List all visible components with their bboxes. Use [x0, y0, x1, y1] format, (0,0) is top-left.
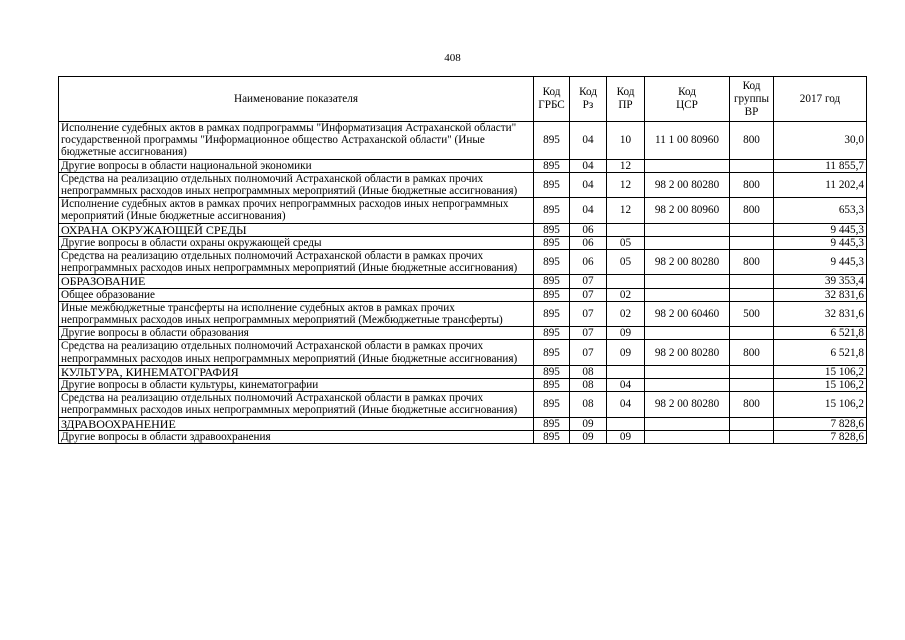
row-csr — [645, 430, 730, 443]
table-row — [59, 327, 867, 340]
row-csr — [645, 417, 730, 430]
header-csr: Код ЦСР — [645, 77, 730, 122]
row-grbs: 895 — [534, 288, 570, 301]
table-row — [59, 223, 867, 236]
table-header-row — [59, 77, 867, 122]
row-grbs: 895 — [534, 159, 570, 172]
row-vr — [730, 430, 774, 443]
row-vr: 800 — [730, 172, 774, 197]
row-amount: 11 855,7 — [774, 159, 867, 172]
row-amount: 7 828,6 — [774, 417, 867, 430]
row-rz: 06 — [570, 250, 607, 275]
row-vr: 800 — [730, 392, 774, 417]
row-name: Исполнение судебных актов в рамках прочих непрограммных расходов иных непрограммных мероприятий (Иные бюджетные ассигнования) — [59, 198, 534, 223]
row-grbs: 895 — [534, 275, 570, 288]
table-row — [59, 365, 867, 378]
header-pr: Код ПР — [607, 77, 645, 122]
row-rz: 08 — [570, 379, 607, 392]
row-rz: 09 — [570, 417, 607, 430]
row-pr: 02 — [607, 301, 645, 326]
row-name: ЗДРАВООХРАНЕНИЕ — [59, 417, 534, 430]
row-vr — [730, 417, 774, 430]
row-vr — [730, 327, 774, 340]
row-amount: 653,3 — [774, 198, 867, 223]
row-csr: 98 2 00 80280 — [645, 250, 730, 275]
row-pr — [607, 275, 645, 288]
row-grbs: 895 — [534, 379, 570, 392]
row-amount: 30,0 — [774, 122, 867, 160]
row-name: Средства на реализацию отдельных полномочий Астраханской области в рамках прочих непрограммных расходов иных непрограммных мероприятий (Иные бюджетные ассигнования) — [59, 250, 534, 275]
row-csr — [645, 365, 730, 378]
table-row — [59, 288, 867, 301]
row-grbs: 895 — [534, 236, 570, 249]
row-rz: 04 — [570, 198, 607, 223]
row-pr: 12 — [607, 159, 645, 172]
header-rz: Код Рз — [570, 77, 607, 122]
row-rz: 09 — [570, 430, 607, 443]
row-pr: 12 — [607, 198, 645, 223]
row-name: ОХРАНА ОКРУЖАЮЩЕЙ СРЕДЫ — [59, 223, 534, 236]
row-rz: 06 — [570, 236, 607, 249]
row-name: Другие вопросы в области охраны окружающей среды — [59, 236, 534, 249]
row-name: Средства на реализацию отдельных полномочий Астраханской области в рамках прочих непрограммных расходов иных непрограммных мероприятий (Иные бюджетные ассигнования) — [59, 340, 534, 365]
row-csr — [645, 236, 730, 249]
row-pr — [607, 365, 645, 378]
row-vr — [730, 365, 774, 378]
row-vr: 800 — [730, 198, 774, 223]
table-row — [59, 198, 867, 223]
row-csr: 98 2 00 80960 — [645, 198, 730, 223]
budget-table — [58, 76, 867, 444]
row-name: Другие вопросы в области образования — [59, 327, 534, 340]
table-row — [59, 417, 867, 430]
row-vr — [730, 159, 774, 172]
row-rz: 04 — [570, 159, 607, 172]
row-csr: 98 2 00 80280 — [645, 172, 730, 197]
row-amount: 32 831,6 — [774, 288, 867, 301]
row-vr — [730, 379, 774, 392]
row-vr: 500 — [730, 301, 774, 326]
row-csr — [645, 223, 730, 236]
row-grbs: 895 — [534, 430, 570, 443]
row-csr: 98 2 00 80280 — [645, 392, 730, 417]
row-amount: 15 106,2 — [774, 379, 867, 392]
table-row — [59, 301, 867, 326]
row-name: КУЛЬТУРА, КИНЕМАТОГРАФИЯ — [59, 365, 534, 378]
row-amount: 7 828,6 — [774, 430, 867, 443]
row-rz: 08 — [570, 392, 607, 417]
row-amount: 11 202,4 — [774, 172, 867, 197]
row-vr: 800 — [730, 250, 774, 275]
row-amount: 9 445,3 — [774, 236, 867, 249]
row-grbs: 895 — [534, 223, 570, 236]
row-amount: 9 445,3 — [774, 250, 867, 275]
row-amount: 15 106,2 — [774, 365, 867, 378]
table-row — [59, 392, 867, 417]
row-pr: 10 — [607, 122, 645, 160]
row-grbs: 895 — [534, 250, 570, 275]
row-amount: 9 445,3 — [774, 223, 867, 236]
row-rz: 04 — [570, 122, 607, 160]
row-grbs: 895 — [534, 340, 570, 365]
row-vr — [730, 236, 774, 249]
row-amount: 15 106,2 — [774, 392, 867, 417]
row-vr — [730, 288, 774, 301]
row-rz: 06 — [570, 223, 607, 236]
row-pr: 09 — [607, 430, 645, 443]
table-row — [59, 275, 867, 288]
row-amount: 32 831,6 — [774, 301, 867, 326]
header-vr: Код группы ВР — [730, 77, 774, 122]
header-grbs: Код ГРБС — [534, 77, 570, 122]
row-name: Общее образование — [59, 288, 534, 301]
row-amount: 6 521,8 — [774, 327, 867, 340]
table-row — [59, 172, 867, 197]
row-csr: 11 1 00 80960 — [645, 122, 730, 160]
row-rz: 07 — [570, 301, 607, 326]
row-name: Другие вопросы в области культуры, кинематографии — [59, 379, 534, 392]
table-row — [59, 122, 867, 160]
table-row — [59, 250, 867, 275]
row-grbs: 895 — [534, 172, 570, 197]
row-rz: 07 — [570, 275, 607, 288]
row-amount: 39 353,4 — [774, 275, 867, 288]
table-row — [59, 236, 867, 249]
row-csr — [645, 288, 730, 301]
row-csr: 98 2 00 60460 — [645, 301, 730, 326]
row-csr — [645, 327, 730, 340]
row-pr: 05 — [607, 236, 645, 249]
row-grbs: 895 — [534, 198, 570, 223]
row-csr — [645, 159, 730, 172]
row-vr: 800 — [730, 340, 774, 365]
table-row — [59, 340, 867, 365]
row-amount: 6 521,8 — [774, 340, 867, 365]
table-row — [59, 430, 867, 443]
row-csr — [645, 379, 730, 392]
row-name: ОБРАЗОВАНИЕ — [59, 275, 534, 288]
header-year: 2017 год — [774, 77, 867, 122]
row-pr: 04 — [607, 392, 645, 417]
row-grbs: 895 — [534, 417, 570, 430]
row-vr — [730, 223, 774, 236]
row-vr — [730, 275, 774, 288]
table-row — [59, 379, 867, 392]
row-grbs: 895 — [534, 392, 570, 417]
header-name: Наименование показателя — [59, 77, 534, 122]
row-grbs: 895 — [534, 122, 570, 160]
row-pr: 12 — [607, 172, 645, 197]
row-rz: 08 — [570, 365, 607, 378]
row-pr: 09 — [607, 340, 645, 365]
row-grbs: 895 — [534, 301, 570, 326]
page-number: 408 — [444, 52, 461, 64]
row-pr: 04 — [607, 379, 645, 392]
row-name: Исполнение судебных актов в рамках подпрограммы "Информатизация Астраханской области" государственной программы "Информационное общество Астраханской области" (Иные бюджетные ассигнования) — [59, 122, 534, 160]
row-name: Средства на реализацию отдельных полномочий Астраханской области в рамках прочих непрограммных расходов иных непрограммных мероприятий (Иные бюджетные ассигнования) — [59, 392, 534, 417]
row-rz: 07 — [570, 327, 607, 340]
row-csr: 98 2 00 80280 — [645, 340, 730, 365]
row-grbs: 895 — [534, 365, 570, 378]
row-name: Иные межбюджетные трансферты на исполнение судебных актов в рамках прочих непрограммных расходов иных непрограммных мероприятий (Межбюджетные трансферты) — [59, 301, 534, 326]
row-pr: 02 — [607, 288, 645, 301]
row-vr: 800 — [730, 122, 774, 160]
row-pr — [607, 223, 645, 236]
row-name: Другие вопросы в области национальной экономики — [59, 159, 534, 172]
row-rz: 04 — [570, 172, 607, 197]
row-csr — [645, 275, 730, 288]
row-rz: 07 — [570, 288, 607, 301]
row-pr — [607, 417, 645, 430]
table-row — [59, 159, 867, 172]
row-name: Другие вопросы в области здравоохранения — [59, 430, 534, 443]
row-name: Средства на реализацию отдельных полномочий Астраханской области в рамках прочих непрограммных расходов иных непрограммных мероприятий (Иные бюджетные ассигнования) — [59, 172, 534, 197]
row-pr: 05 — [607, 250, 645, 275]
row-rz: 07 — [570, 340, 607, 365]
row-grbs: 895 — [534, 327, 570, 340]
row-pr: 09 — [607, 327, 645, 340]
